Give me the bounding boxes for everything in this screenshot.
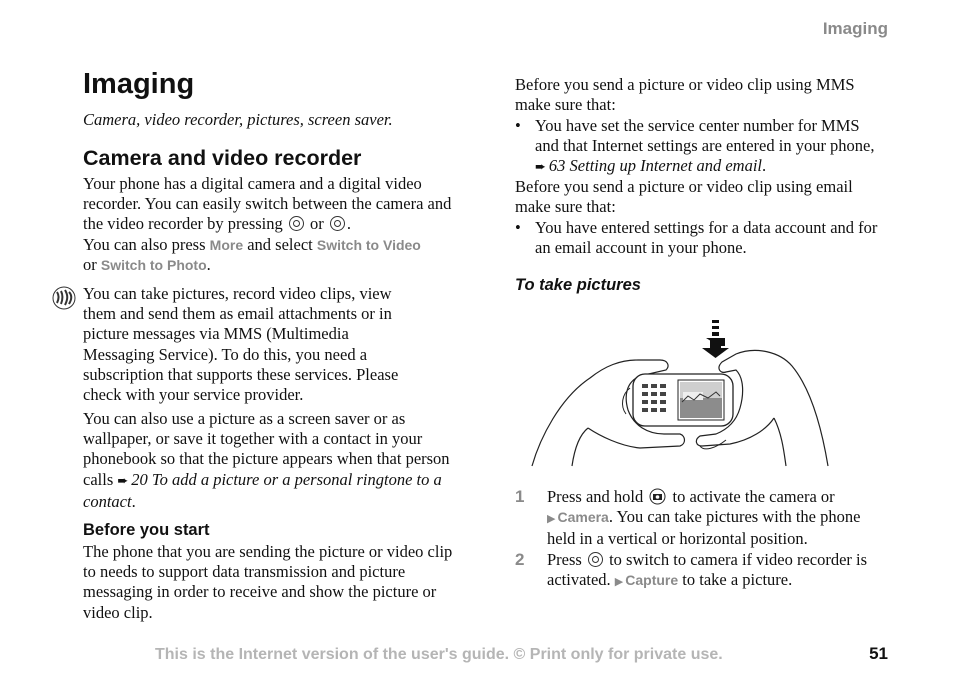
menu-camera-label: Camera — [557, 509, 609, 526]
step2-text-b: to switch to camera if video recorder is activated. — [547, 550, 868, 590]
bullet-dot: • — [515, 218, 521, 237]
step-1 — [515, 487, 887, 550]
camera-intro-paragraph — [83, 174, 455, 275]
section-heading-camera: Camera and video recorder — [83, 146, 362, 170]
network-services-icon — [52, 285, 76, 311]
step1-text-c: . You can take pictures with the phone held in a vertical or horizontal position. — [547, 507, 861, 549]
screensaver-end: . — [131, 491, 136, 511]
email-bullet-1 — [515, 218, 887, 258]
bullet1-text: You have set the service center number for MMS and that Internet settings are entered in your phone, — [535, 116, 875, 156]
step1-text-a: Press and hold — [547, 487, 644, 506]
mms-bullet-1 — [515, 116, 887, 179]
line3-or: or — [83, 254, 97, 274]
step2-text-a: Press — [547, 550, 582, 569]
step-2 — [515, 550, 887, 592]
line3-dot: . — [206, 254, 211, 274]
menu-switch-photo-label: Switch to Photo — [100, 256, 207, 273]
before-you-start-paragraph: The phone that you are sending the picture or video clip to needs to support data transmission and picture messaging in order to receive and show the picture or video clip. — [83, 542, 453, 622]
line2-text: You can also press — [83, 234, 206, 254]
page-subtitle: Camera, video recorder, pictures, screen saver. — [83, 110, 393, 129]
navigation-key-icon — [330, 216, 345, 231]
bullet-dot: • — [515, 116, 521, 135]
step-1-number: 1 — [515, 487, 525, 506]
take-pictures-heading: To take pictures — [515, 276, 641, 294]
cross-reference-internet[interactable]: 63 Setting up Internet and email — [548, 156, 762, 176]
cross-reference-arrow-icon: ➨ — [535, 160, 546, 176]
email-intro: Before you send a picture or video clip using email make sure that: — [515, 177, 853, 217]
menu-arrow-icon: ▶ — [614, 575, 624, 589]
menu-capture-label: Capture — [625, 572, 679, 589]
before-you-start-heading: Before you start — [83, 521, 210, 539]
intro-text: Your phone has a digital camera and a digital video recorder. You can easily switch between the camera and the video recorder by pressing — [83, 174, 452, 234]
hands-holding-phone-illustration — [530, 318, 830, 468]
screensaver-text: You can also use a picture as a screen saver or as wallpaper, or save it together with a contact in your phonebook so that the picture appears when that person calls — [83, 409, 450, 489]
menu-switch-video-label: Switch to Video — [316, 236, 421, 253]
intro-or: or — [310, 214, 324, 234]
page-number: 51 — [869, 644, 888, 663]
bullet1-end: . — [762, 156, 767, 176]
footer-note: This is the Internet version of the user's guide. © Print only for private use. — [155, 646, 723, 663]
navigation-key-icon — [588, 552, 603, 567]
page-title: Imaging — [83, 68, 195, 100]
bullet2-text: You have entered settings for a data account and for an email account in your phone. — [535, 218, 878, 258]
menu-arrow-icon: ▶ — [547, 512, 556, 526]
intro-end: . — [346, 214, 352, 234]
press-down-arrow-icon — [702, 320, 729, 358]
mms-intro: Before you send a picture or video clip using MMS make sure that: — [515, 75, 855, 115]
navigation-key-icon — [289, 216, 304, 231]
screensaver-paragraph — [83, 409, 455, 512]
cross-reference-contact[interactable]: 20 To add a picture or a personal ringtone to a contact — [83, 469, 442, 511]
step-2-number: 2 — [515, 550, 525, 569]
camera-key-icon — [649, 488, 666, 505]
line2-select: and select — [247, 234, 313, 254]
cross-reference-arrow-icon: ➨ — [117, 473, 129, 489]
step2-text-c: to take a picture. — [682, 570, 793, 590]
menu-more-label: More — [209, 236, 244, 253]
step1-text-b: to activate the camera or — [672, 487, 835, 506]
running-head: Imaging — [822, 19, 888, 38]
mms-note-paragraph: You can take pictures, record video clips, view them and send them as email attachments or in picture messages via MMS (Multimedia Messaging Service). To do this, you need a subscription that supports these services. Please check with your service provider. — [83, 284, 399, 405]
